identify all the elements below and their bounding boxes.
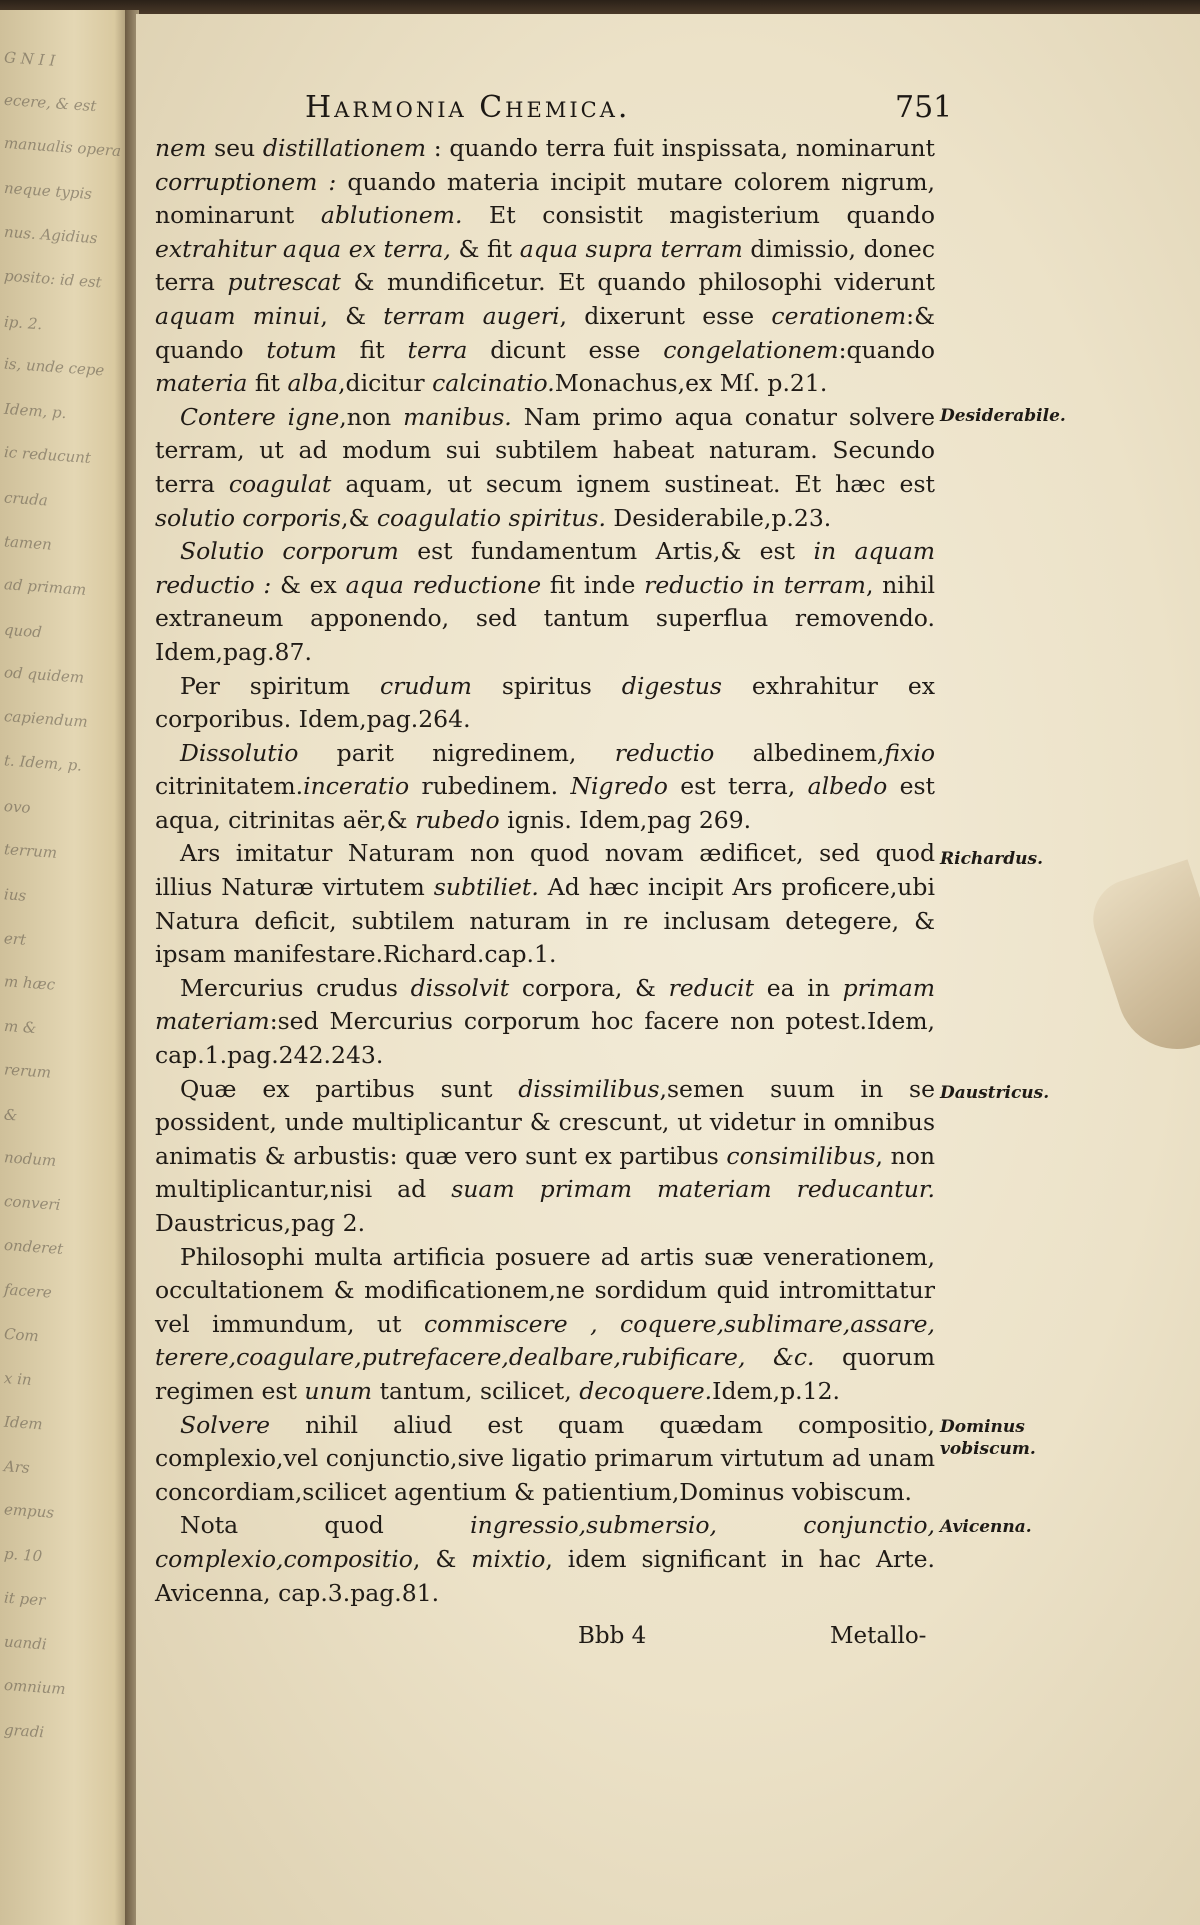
facing-page-fragment: m hæc xyxy=(3,972,56,994)
italic-term: ablutionem. xyxy=(320,201,463,230)
running-title: Harmonia Chemica. xyxy=(305,90,631,125)
text-run: & fit xyxy=(450,234,520,263)
facing-page-fragment: ic reducunt xyxy=(3,442,92,468)
text-run: seu xyxy=(206,134,263,162)
facing-page xyxy=(0,10,135,1925)
text-run: Philosophi multa artificia posuere ad artis suæ venerationem, occultationem & modificationem,ne sordidum quid intromittatur vel immundum, ut xyxy=(155,1242,935,1338)
text-run: :& quando xyxy=(155,301,935,364)
italic-term: commiscere , coquere,sublimare,assare, terere,coagulare,putrefacere,dealbare,rubificare, &c. xyxy=(155,1309,935,1372)
facing-page-fragment: ecere, & est xyxy=(3,90,97,116)
italic-term: decoquere. xyxy=(579,1376,713,1405)
facing-page-fragment: manualis opera xyxy=(3,133,122,161)
text-run: fit xyxy=(247,369,288,398)
italic-term: digestus xyxy=(621,671,722,700)
text-run: Daustricus,pag 2. xyxy=(155,1209,366,1237)
text-run: rubedinem. xyxy=(409,772,571,801)
italic-term: dissimilibus xyxy=(518,1074,660,1103)
facing-page-fragment: capiendum xyxy=(3,707,89,731)
paragraph xyxy=(155,1073,935,1241)
page-number: 751 xyxy=(895,90,953,125)
facing-page-fragment: onderet xyxy=(3,1235,64,1259)
italic-term: suam primam materiam reducantur. xyxy=(451,1175,935,1204)
italic-term: coagulat xyxy=(228,469,332,498)
text-run: Monachus,ex Mſ. p.21. xyxy=(554,369,828,398)
text-block xyxy=(155,132,935,1610)
text-run: quorum regimen est xyxy=(155,1343,936,1405)
text-run: albedinem, xyxy=(714,738,885,767)
text-run: ,semen suum in se possident, unde multiplicantur & crescunt, ut videtur in omnibus animatis & arbustis: quæ vero sunt ex partibus xyxy=(155,1074,936,1170)
facing-page-fragment: terrum xyxy=(3,840,58,862)
page-footer xyxy=(578,1623,938,1659)
italic-term: reductio in terram xyxy=(644,570,866,599)
italic-term: putrescat xyxy=(227,268,341,297)
facing-page-fragment: nodum xyxy=(3,1148,57,1170)
italic-term: terram augeri xyxy=(383,301,560,330)
text-run: exhrahitur ex corporibus. Idem,pag.264. xyxy=(155,671,935,734)
italic-term: Nigredo xyxy=(570,772,668,801)
facing-page-fragment: it per xyxy=(3,1588,46,1610)
italic-term: Dissolutio xyxy=(180,738,299,767)
italic-term: fixio xyxy=(884,738,935,767)
italic-term: in aquam reductio : xyxy=(155,537,935,599)
italic-term: ingressio,submersio, conjunctio, complexio,compositio xyxy=(155,1511,936,1573)
italic-term: unum xyxy=(304,1376,373,1405)
text-run: corpora, & xyxy=(509,973,669,1002)
facing-page-fragment: m & xyxy=(3,1016,37,1038)
italic-term: crudum xyxy=(379,671,472,700)
italic-term: calcinatio. xyxy=(432,369,555,398)
text-run: , non multiplicantur,nisi ad xyxy=(155,1141,935,1204)
italic-term: cerationem xyxy=(771,301,907,330)
text-run: nihil aliud est quam quædam compositio, complexio,vel conjunctio,sive ligatio primarum virtutum ad unam concordiam,scilicet agentium & patientium,Dominus vobiscum. xyxy=(155,1410,935,1506)
text-run: ignis. Idem,pag 269. xyxy=(499,805,752,834)
paragraph xyxy=(155,1409,935,1510)
facing-page-fragment: empus xyxy=(3,1500,55,1522)
facing-page-fragment: tamen xyxy=(3,532,53,554)
italic-term: reductio xyxy=(614,738,715,767)
facing-page-fragment: ad primam xyxy=(3,575,87,599)
italic-term: totum xyxy=(266,335,337,364)
facing-page-fragment: nus. Agidius xyxy=(3,222,99,248)
text-run: , dixerunt esse xyxy=(559,301,772,330)
facing-page-fragment: cruda xyxy=(3,488,49,510)
italic-term: consimilibus xyxy=(726,1141,876,1170)
facing-page-fragment: omnium xyxy=(3,1675,67,1699)
italic-term: primam materiam xyxy=(155,973,936,1036)
text-run: Nota quod xyxy=(180,1511,471,1540)
text-run: Mercurius crudus xyxy=(180,973,411,1002)
text-run: tantum, scilicet, xyxy=(372,1376,580,1405)
text-run: Ad hæc incipit Ars proficere,ubi Natura deficit, subtilem naturam in re inclusam detegere, & ipsam manifestare.Richard.cap.1. xyxy=(155,873,935,969)
facing-page-fragment: converi xyxy=(3,1192,61,1214)
facing-page-fragment: ius xyxy=(3,885,27,905)
text-run: ,dicitur xyxy=(338,369,433,398)
text-run: fit xyxy=(336,335,408,364)
facing-page-fragment: ovo xyxy=(3,797,32,817)
margin-note-richardus: Richardus. xyxy=(940,849,1044,869)
italic-term: aqua supra terram xyxy=(519,234,743,263)
text-run: :quando xyxy=(838,335,935,364)
text-run: est fundamentum Artis,& est xyxy=(398,537,814,566)
text-run: , & xyxy=(320,301,384,330)
facing-page-fragment: uandi xyxy=(3,1632,48,1654)
facing-page-fragment: Ars xyxy=(3,1457,31,1477)
italic-term: nem xyxy=(155,134,207,162)
italic-term: albedo xyxy=(807,772,888,801)
italic-term: dissolvit xyxy=(410,973,510,1002)
facing-page-fragment: gradi xyxy=(3,1720,45,1742)
text-run: :sed Mercurius corporum hoc facere non potest.Idem, cap.1.pag.242.243. xyxy=(155,1007,935,1070)
paragraph xyxy=(155,1509,935,1610)
text-run: dimissio, donec terra xyxy=(155,234,935,297)
signature-mark: Bbb 4 xyxy=(578,1623,647,1649)
italic-term: coagulatio spiritus. xyxy=(376,503,606,532)
text-run: est terra, xyxy=(667,772,808,801)
italic-term: corruptionem : xyxy=(155,167,337,196)
facing-page-fragment: Com xyxy=(3,1324,40,1346)
facing-page-fragment: t. Idem, p. xyxy=(3,751,83,775)
facing-page-fragment: p. 10 xyxy=(3,1544,43,1566)
text-run: est aqua, citrinitas aër,& xyxy=(155,772,935,834)
facing-page-fragment: G N I I xyxy=(3,48,56,70)
italic-term: distillationem xyxy=(262,134,426,162)
text-run: Et consistit magisterium quando xyxy=(462,201,935,230)
text-run: , & xyxy=(412,1544,472,1573)
facing-page-fragment: x in xyxy=(3,1369,33,1389)
facing-page-fragment: facere xyxy=(3,1280,53,1302)
paragraph xyxy=(155,837,935,971)
italic-term: reducit xyxy=(668,973,755,1002)
facing-page-fragment: & xyxy=(3,1105,18,1125)
paragraph xyxy=(155,972,935,1073)
margin-note-avicenna: Avicenna. xyxy=(940,1517,1032,1537)
text-run: Ars imitatur Naturam non quod novam ædificet, sed quod illius Naturæ virtutem xyxy=(155,839,935,902)
text-run: Desiderabile,p.23. xyxy=(605,503,832,532)
text-run: , nihil extraneum apponendo, sed tantum superflua removendo. Idem,pag.87. xyxy=(155,570,935,666)
text-run: & ex xyxy=(271,570,346,599)
text-run: parit nigredinem, xyxy=(298,738,615,767)
italic-term: solutio corporis xyxy=(155,503,341,532)
italic-term: Solvere xyxy=(180,1410,271,1439)
italic-term: aquam minui xyxy=(155,301,321,330)
facing-page-fragment: rerum xyxy=(3,1060,52,1082)
paragraph xyxy=(155,1241,935,1409)
text-run: Idem,p.12. xyxy=(712,1376,841,1405)
text-run: fit inde xyxy=(541,570,645,599)
text-run: citrinitatem. xyxy=(155,772,304,801)
text-run: & mundificetur. Et quando philosophi viderunt xyxy=(340,268,935,297)
margin-note-dominus: Dominus vobiscum. xyxy=(940,1417,1036,1459)
text-run: aquam, ut secum ignem sustineat. Et hæc est xyxy=(331,469,935,498)
paragraph xyxy=(155,401,935,535)
paragraph xyxy=(155,535,935,669)
text-run: , idem significant in hac Arte. Avicenna, cap.3.pag.81. xyxy=(155,1544,935,1607)
paragraph xyxy=(155,670,935,737)
text-run: Nam primo aqua conatur solvere terram, ut ad modum sui subtilem habeat naturam. Secundo terra xyxy=(155,402,936,498)
text-run: ea in xyxy=(754,973,843,1002)
text-run: : quando terra fuit inspissata, nominarunt xyxy=(425,134,935,162)
italic-term: inceratio xyxy=(303,772,410,801)
text-run: Quæ ex partibus sunt xyxy=(180,1074,519,1103)
text-run: Per spiritum xyxy=(180,671,380,700)
italic-term: Contere igne xyxy=(180,402,340,431)
facing-page-fragment: ip. 2. xyxy=(3,312,43,334)
text-run: quando materia incipit mutare colorem nigrum, nominarunt xyxy=(155,167,935,230)
text-run: dicunt esse xyxy=(467,335,664,364)
italic-term: rubedo xyxy=(415,805,500,834)
facing-page-fragment: Idem, p. xyxy=(3,399,68,423)
facing-page-fragment: posito: id est xyxy=(3,266,103,292)
margin-note-desiderabile: Desiderabile. xyxy=(940,406,1066,426)
italic-term: extrahitur aqua ex terra, xyxy=(155,234,451,263)
italic-term: subtiliet. xyxy=(433,873,539,902)
text-run: spiritus xyxy=(471,671,622,700)
italic-term: congelationem xyxy=(663,335,839,364)
margin-note-daustricus: Daustricus. xyxy=(940,1083,1050,1103)
italic-term: manibus. xyxy=(403,402,512,431)
catchword: Metallo- xyxy=(830,1623,927,1649)
running-header xyxy=(305,90,953,130)
italic-term: alba xyxy=(287,369,339,398)
paragraph xyxy=(155,132,935,401)
italic-term: aqua reductione xyxy=(345,570,542,599)
text-run: ,& xyxy=(340,503,377,532)
italic-term: mixtio xyxy=(471,1544,546,1573)
paragraph xyxy=(155,737,935,838)
facing-page-fragment: quod xyxy=(3,620,43,642)
italic-term: materia xyxy=(155,369,248,398)
italic-term: terra xyxy=(407,335,468,364)
facing-page-fragment: ert xyxy=(3,929,27,949)
italic-term: Solutio corporum xyxy=(180,537,399,566)
facing-page-fragment: od quidem xyxy=(3,663,85,687)
text-run: ,non xyxy=(339,402,404,431)
facing-page-fragment: is, unde cepe xyxy=(3,354,105,380)
facing-page-fragment: neque typis xyxy=(3,178,93,204)
facing-page-fragment: Idem xyxy=(3,1412,44,1434)
